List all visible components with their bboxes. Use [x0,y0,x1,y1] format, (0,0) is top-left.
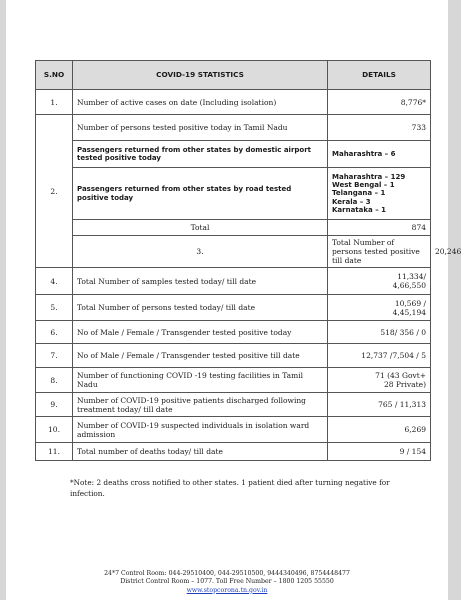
table-row [36,368,431,393]
table-row [36,168,431,220]
row-label: Number of functioning COVID -19 testing facilities in Tamil Nadu [73,368,328,393]
row-sno: 1. [36,90,73,115]
row-label: Number of COVID-19 positive patients discharged following treatment today/ till date [73,393,328,417]
row-value: 518/ 356 / 0 [328,321,431,344]
row-sno: 2. [36,115,73,268]
district-control-line: District Control Room – 1077. Toll Free Number – 1800 1205 55550 [120,578,334,586]
state-count: West Bengal – 1 [332,180,395,189]
table-row [36,220,431,236]
row-label: Passengers returned from other states by domestic airport tested positive today [73,141,328,168]
table-row [36,443,431,461]
control-room-line: 24*7 Control Room: 044-29510400, 044-29510500, 9444340496, 8754448477 [104,570,350,577]
row-sno: 3. [73,236,328,268]
table-row [36,321,431,344]
table-row [36,90,431,115]
row-label: Total Number of samples tested today/ till date [73,268,328,295]
row-label: Total [73,220,328,236]
row-value-list [328,168,431,220]
row-value-list [328,368,431,393]
state-count: Telangana – 1 [332,189,386,198]
header-details: DETAILS [328,61,431,90]
row-sno: 9. [36,393,73,417]
row-label: Number of COVID-19 suspected individuals in isolation ward admission [73,417,328,443]
table-row [36,141,431,168]
row-label: No of Male / Female / Transgender tested positive till date [73,344,328,368]
table-row [36,295,431,321]
header-statistics: COVID-19 STATISTICS [73,61,328,90]
row-value: 6,269 [328,417,431,443]
value-line: 10,569 / [394,298,426,308]
row-value: 733 [328,115,431,141]
row-value: 874 [328,220,431,236]
row-label: Passengers returned from other states by road tested positive today [73,168,328,220]
table-row [36,268,431,295]
contact-footer [6,570,448,595]
value-line: 4,66,550 [392,281,426,290]
state-count: Maharashtra – 129 [332,172,406,181]
state-count: Karnataka – 1 [332,206,387,215]
state-count: Kerala – 3 [332,197,371,206]
row-sno: 4. [36,268,73,295]
row-label: Total number of deaths today/ till date [73,443,328,461]
row-sno: 8. [36,368,73,393]
row-value-list [328,268,431,295]
table-row [36,393,431,417]
row-value: 8,776* [328,90,431,115]
row-sno: 10. [36,417,73,443]
row-sno: 6. [36,321,73,344]
row-label: Total Number of persons tested today/ till date [73,295,328,321]
header-sno: S.NO [36,61,73,90]
value-line: 11,334/ [397,272,426,281]
row-label: No of Male / Female / Transgender tested positive today [73,321,328,344]
website-link[interactable]: www.stopcorona.tn.gov.in [186,586,268,594]
covid-statistics-table [35,60,461,461]
row-value: 12,737 /7,504 / 5 [328,344,431,368]
row-label: Total Number of persons tested positive till date [328,236,431,268]
table-row [36,417,431,443]
value-line: 28 Private) [383,380,426,389]
table-header-row [36,61,431,90]
table-row [36,344,431,368]
row-value: Maharashtra – 6 [328,141,431,168]
document-page [6,0,461,600]
table-row [36,115,431,141]
value-line: 4,45,194 [392,307,426,317]
row-sno: 5. [36,295,73,321]
row-label: Number of persons tested positive today in Tamil Nadu [73,115,328,141]
footnote: *Note: 2 deaths cross notified to other states. 1 patient died after turning negative for infection. [70,478,390,498]
row-value-list [328,295,431,321]
row-label: Number of active cases on date (Including isolation) [73,90,328,115]
row-sno: 7. [36,344,73,368]
row-value: 765 / 11,313 [328,393,431,417]
row-sno: 11. [36,443,73,461]
value-line: 71 (43 Govt+ [375,371,426,380]
table-row: 3. Total Number of persons tested positive till date 20,246 [36,236,431,268]
row-value: 9 / 154 [328,443,431,461]
